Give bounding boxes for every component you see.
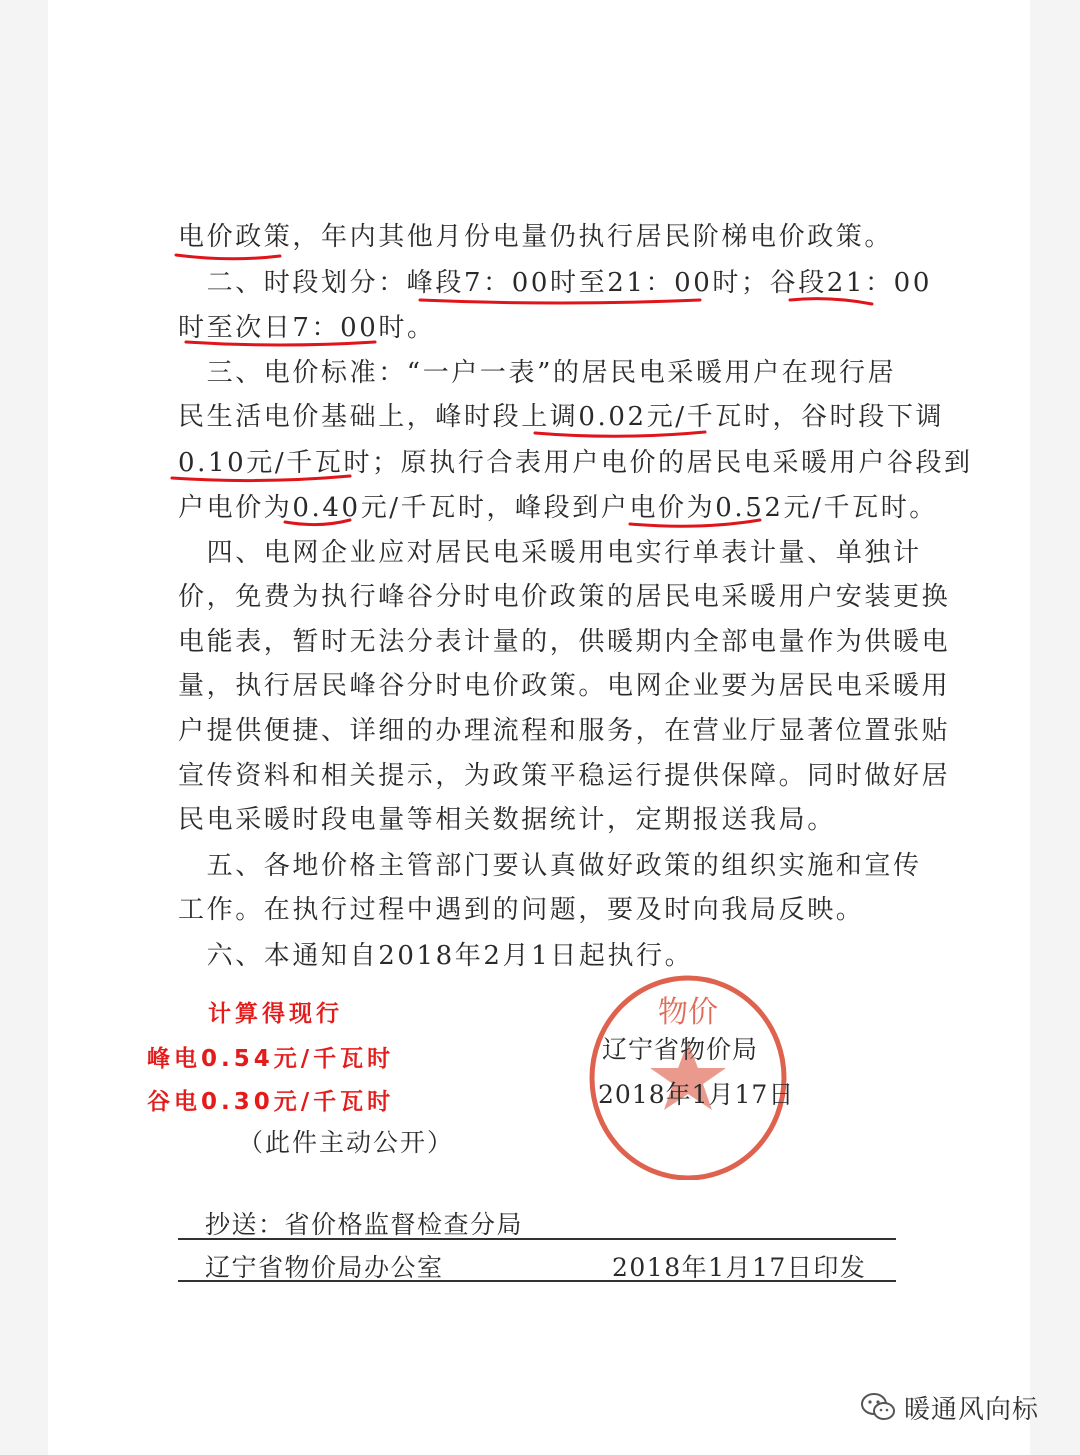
note-valley-price: 谷电0.30元/千瓦时	[147, 1089, 395, 1115]
footer-divider	[178, 1280, 896, 1282]
body-line: 时至次日7：00时。	[178, 313, 436, 343]
body-line: 0.10元/千瓦时；原执行合表用户电价的居民电采暖用户谷段到	[178, 448, 973, 478]
body-line: 民电采暖时段电量等相关数据统计，定期报送我局。	[178, 805, 836, 835]
body-line: 户电价为0.40元/千瓦时，峰段到户电价为0.52元/千瓦时。	[178, 493, 938, 523]
signature-org: 辽宁省物价局	[602, 1035, 759, 1064]
body-line: 二、时段划分：峰段7：00时至21：00时；谷段21：00	[178, 268, 932, 298]
body-line: 量，执行居民峰谷分时电价政策。电网企业要为居民电采暖用	[178, 671, 951, 701]
body-line: 三、电价标准：“一户一表”的居民电采暖用户在现行居	[178, 358, 897, 388]
body-line: 价，免费为执行峰谷分时电价政策的居民电采暖用户安装更换	[178, 582, 951, 612]
watermark-text: 暖通风向标	[904, 1394, 1040, 1425]
disclosure-note: （此件主动公开）	[238, 1128, 455, 1157]
body-line: 六、本通知自2018年2月1日起执行。	[178, 941, 694, 971]
body-line: 电价政策，年内其他月份电量仍执行居民阶梯电价政策。	[178, 222, 894, 252]
signature-date: 2018年1月17日	[598, 1080, 795, 1109]
watermark	[860, 1389, 1039, 1425]
body-line: 户提供便捷、详细的办理流程和服务，在营业厅显著位置张贴	[178, 716, 951, 746]
body-line: 四、电网企业应对居民电采暖用电实行单表计量、单独计	[178, 538, 922, 568]
note-title: 计算得现行	[208, 1001, 343, 1027]
wechat-icon	[860, 1391, 896, 1423]
cc-line: 抄送：省价格监督检查分局	[205, 1210, 524, 1239]
body-line: 民生活电价基础上，峰时段上调0.02元/千瓦时，谷时段下调	[178, 402, 945, 432]
body-line: 电能表，暂时无法分表计量的，供暖期内全部电量作为供暖电	[178, 627, 951, 657]
issuer-office: 辽宁省物价局办公室	[205, 1253, 444, 1282]
body-line: 五、各地价格主管部门要认真做好政策的组织实施和宣传	[178, 851, 922, 881]
body-line: 宣传资料和相关提示，为政策平稳运行提供保障。同时做好居	[178, 761, 951, 791]
print-date: 2018年1月17日印发	[612, 1253, 867, 1282]
footer-divider	[178, 1238, 896, 1240]
note-peak-price: 峰电0.54元/千瓦时	[147, 1046, 395, 1072]
seal-text: 物价	[658, 995, 718, 1030]
body-line: 工作。在执行过程中遇到的问题，要及时向我局反映。	[178, 895, 865, 925]
